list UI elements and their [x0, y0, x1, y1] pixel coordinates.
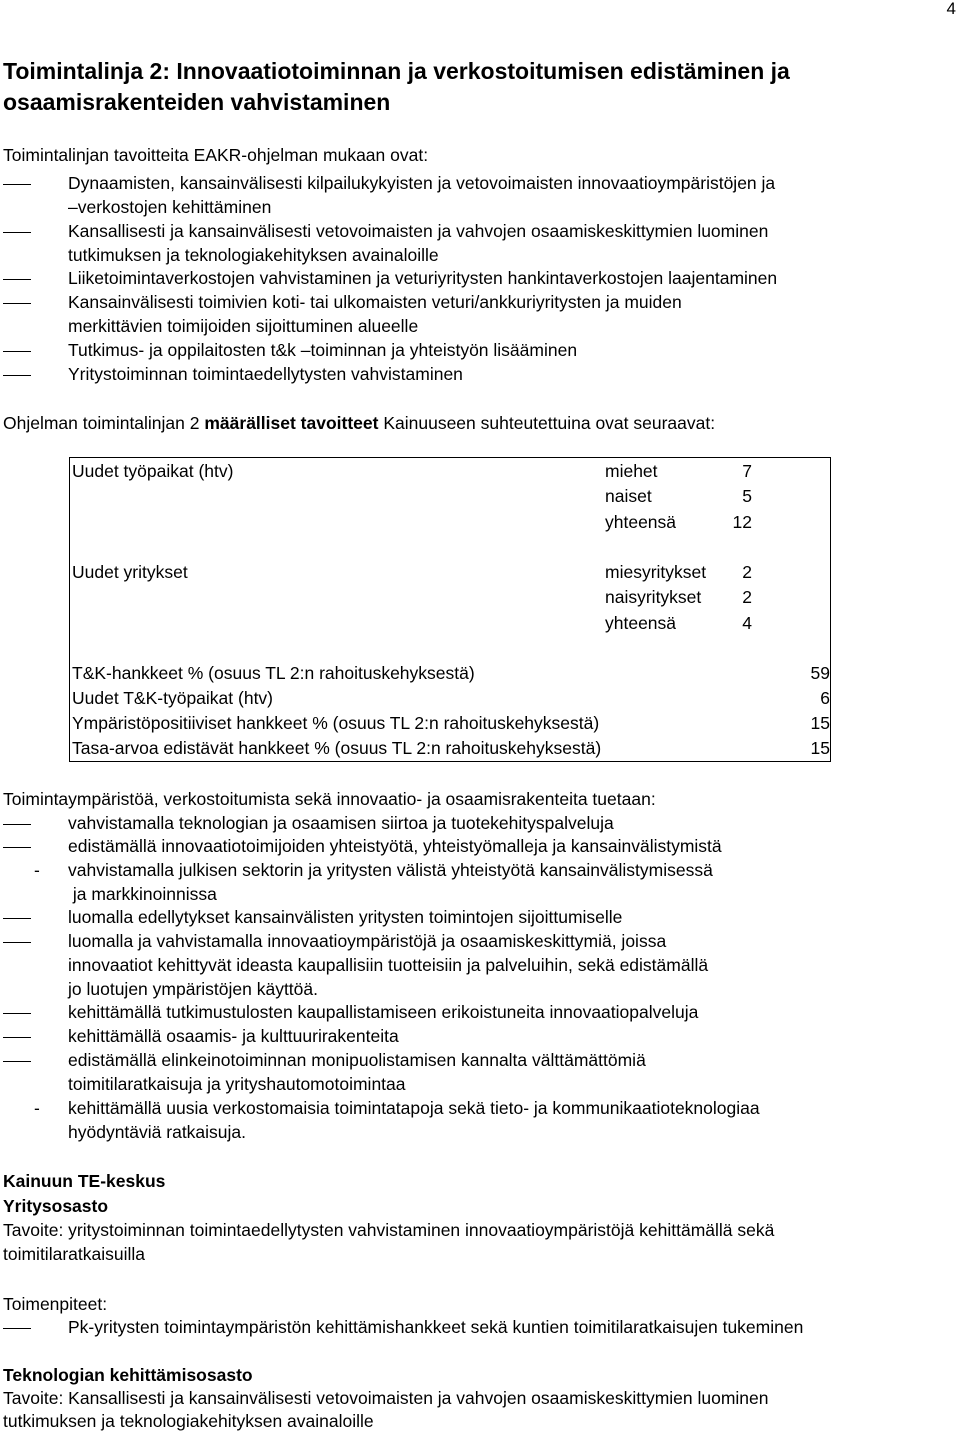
bullet-dash: [3, 1037, 31, 1038]
table-sub-label: yhteensä: [605, 512, 677, 532]
department-1-goal-line-1: Tavoite: yritystoiminnan toimintaedellytysten vahvistaminen innovaatioympäristöjä kehittämällä sekä: [3, 1220, 775, 1240]
goal-item-6: Yritystoiminnan toimintaedellytysten vahvistaminen: [68, 364, 463, 384]
table-sub-label: yhteensä: [605, 613, 677, 633]
bullet-hyphen: -: [34, 860, 40, 880]
support-item-3-line-2: ja markkinoinnissa: [68, 884, 217, 904]
goal-item-4-line-2: merkittävien toimijoiden sijoittuminen alueelle: [68, 316, 419, 336]
organisation-title: Kainuun TE-keskus: [3, 1171, 166, 1191]
bullet-dash: [3, 918, 31, 919]
bullet-dash: [3, 375, 31, 376]
department-title-2: Teknologian kehittämisosasto: [3, 1365, 253, 1385]
goal-item-3: Liiketoimintaverkostojen vahvistaminen ja veturiyritysten hankintaverkostojen laajentaminen: [68, 268, 778, 288]
support-item-3-line-1: vahvistamalla julkisen sektorin ja yritysten välistä yhteistyötä kansainvälistymisessä: [68, 860, 713, 880]
goal-item-5: Tutkimus- ja oppilaitosten t&k –toiminnan ja yhteistyön lisääminen: [68, 340, 578, 360]
bullet-dash: [3, 1013, 31, 1014]
bullet-dash: [3, 351, 31, 352]
table-sub-label: naisyritykset: [605, 587, 702, 607]
department-2-goal-line-2: tutkimuksen ja teknologiakehityksen avainaloille: [3, 1411, 374, 1431]
table-sub-label: miehet: [605, 461, 658, 481]
table-sub-value: 2: [742, 562, 752, 582]
support-item-9-line-1: kehittämällä uusia verkostomaisia toimintatapoja sekä tieto- ja kommunikaatioteknologiaa: [68, 1098, 760, 1118]
goal-item-2-line-1: Kansallisesti ja kansainvälisesti vetovoimaisten ja vahvojen osaamiskeskittymien luominen: [68, 221, 769, 241]
section-heading-line-1: Toimintalinja 2: Innovaatiotoiminnan ja verkostoitumisen edistäminen ja: [3, 58, 790, 84]
goal-item-1-line-2: –verkostojen kehittäminen: [68, 197, 272, 217]
measure-item-1: Pk-yritysten toimintaympäristön kehittämishankkeet sekä kuntien toimitilaratkaisujen tukeminen: [68, 1317, 804, 1337]
bullet-dash: [3, 942, 31, 943]
table-sub-label: naiset: [605, 486, 652, 506]
support-item-1: vahvistamalla teknologian ja osaamisen siirtoa ja tuotekehityspalveluja: [68, 813, 614, 833]
table-sub-value: 2: [742, 587, 752, 607]
table-row-label: T&K-hankkeet % (osuus TL 2:n rahoituskehyksestä): [72, 663, 475, 683]
support-item-7: kehittämällä osaamis- ja kulttuurirakenteita: [68, 1026, 399, 1046]
table-row-value: 6: [820, 688, 830, 708]
table-row-label: Ympäristöpositiiviset hankkeet % (osuus TL 2:n rahoituskehyksestä): [72, 713, 600, 733]
bullet-dash: [3, 847, 31, 848]
table-sub-value: 4: [742, 613, 752, 633]
table-row-label: Uudet T&K-työpaikat (htv): [72, 688, 274, 708]
table-row-value: 15: [810, 713, 830, 733]
quantitative-goals-emphasis: määrälliset tavoitteet: [204, 413, 379, 433]
support-intro: Toimintaympäristöä, verkostoitumista sekä innovaatio- ja osaamisrakenteita tuetaan:: [3, 789, 656, 809]
support-item-8-line-2: toimitilaratkaisuja ja yrityshautomotoimintaa: [68, 1074, 406, 1094]
bullet-dash: [3, 303, 31, 304]
support-item-5-line-2: innovaatiot kehittyvät ideasta kaupallisiin tuotteisiin ja palveluihin, sekä edistämällä: [68, 955, 709, 975]
table-row-label: Tasa-arvoa edistävät hankkeet % (osuus TL 2:n rahoituskehyksestä): [72, 738, 602, 758]
bullet-dash: [3, 232, 31, 233]
bullet-dash: [3, 184, 31, 185]
support-item-5-line-3: jo luotujen ympäristöjen käyttöä.: [68, 979, 318, 999]
bullet-dash: [3, 1061, 31, 1062]
support-item-9-line-2: hyödyntäviä ratkaisuja.: [68, 1122, 247, 1142]
goals-intro: Toimintalinjan tavoitteita EAKR-ohjelman mukaan ovat:: [3, 145, 429, 165]
table-sub-value: 5: [742, 486, 752, 506]
department-2-goal-line-1: Tavoite: Kansallisesti ja kansainvälisesti vetovoimaisten ja vahvojen osaamiskeskittymien luominen: [3, 1388, 769, 1408]
support-item-8-line-1: edistämällä elinkeinotoiminnan monipuolistamisen kannalta välttämättömiä: [68, 1050, 646, 1070]
section-heading-line-2: osaamisrakenteiden vahvistaminen: [3, 89, 391, 115]
quantitative-goals-intro: Ohjelman toimintalinjan 2 määrälliset tavoitteet Kainuuseen suhteutettuina ovat seuraavat:: [3, 413, 716, 433]
department-title-1: Yritysosasto: [3, 1196, 109, 1216]
bullet-dash: [3, 824, 31, 825]
table-row-value: 15: [810, 738, 830, 758]
goal-item-4-line-1: Kansainvälisesti toimivien koti- tai ulkomaisten veturi/ankkuriyritysten ja muiden: [68, 292, 682, 312]
page-number: 4: [946, 0, 956, 18]
table-sub-label: miesyritykset: [605, 562, 707, 582]
department-1-goal-line-2: toimitilaratkaisuilla: [3, 1244, 145, 1264]
bullet-dash: [3, 1328, 31, 1329]
table-row-value: 59: [810, 663, 830, 683]
support-item-2: edistämällä innovaatiotoimijoiden yhteistyötä, yhteistyömalleja ja kansainvälistymistä: [68, 836, 722, 856]
measures-label: Toimenpiteet:: [3, 1294, 108, 1314]
goal-item-2-line-2: tutkimuksen ja teknologiakehityksen avainaloille: [68, 245, 439, 265]
support-item-6: kehittämällä tutkimustulosten kaupallistamiseen erikoistuneita innovaatiopalveluja: [68, 1002, 699, 1022]
table-sub-value: 12: [732, 512, 752, 532]
support-item-4: luomalla edellytykset kansainvälisten yritysten toimintojen sijoittumiselle: [68, 907, 623, 927]
goal-item-1-line-1: Dynaamisten, kansainvälisesti kilpailukykyisten ja vetovoimaisten innovaatioympäristöjen ja: [68, 173, 776, 193]
table-sub-value: 7: [742, 461, 752, 481]
jobs-label: Uudet työpaikat (htv): [72, 461, 234, 481]
bullet-hyphen: -: [34, 1098, 40, 1118]
bullet-dash: [3, 279, 31, 280]
companies-label: Uudet yritykset: [72, 562, 188, 582]
support-item-5-line-1: luomalla ja vahvistamalla innovaatioympäristöjä ja osaamiskeskittymiä, joissa: [68, 931, 667, 951]
